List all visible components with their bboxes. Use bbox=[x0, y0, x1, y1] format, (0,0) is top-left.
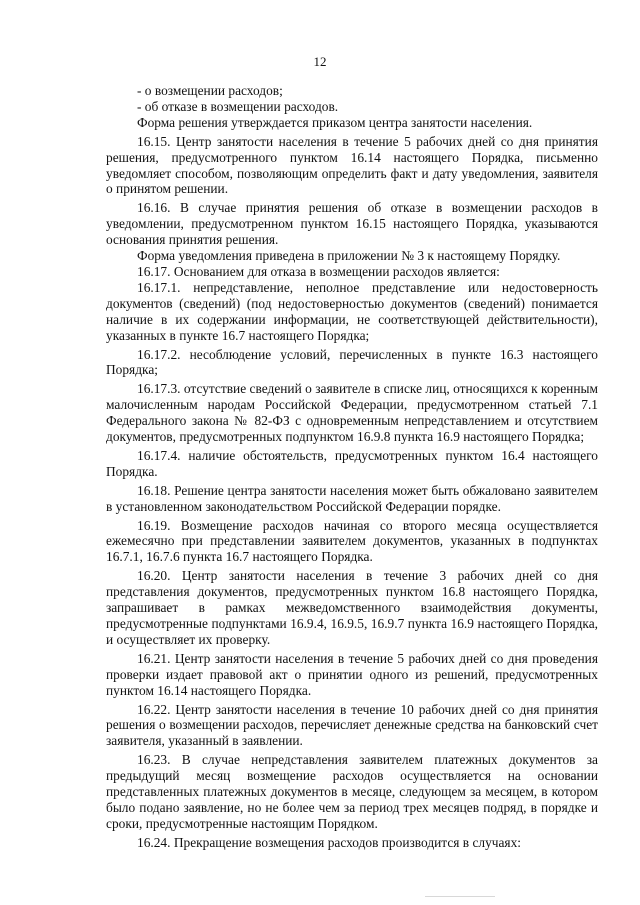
clause-16-15: 16.15. Центр занятости населения в течение 5 рабочих дней со дня принятия решения, предусмотренного пунктом 16.14 настоящего Порядка, письменно уведомляет способом, позволяющим определить факт и дату уведомления, заявителя о принятом решении. bbox=[106, 133, 598, 197]
clause-16-17-4: 16.17.4. наличие обстоятельств, предусмотренных пунктом 16.4 настоящего Порядка. bbox=[106, 447, 598, 479]
clause-16-23: 16.23. В случае непредставления заявителем платежных документов за предыдущий месяц возмещение расходов осуществляется на основании представленных платежных документов в месяце, следующем за месяцем, в котором было подано заявление, но не более чем за период трех месяцев подряд, в порядке и сроки, предусмотренные настоящим Порядком. bbox=[106, 752, 598, 831]
clause-16-16: 16.16. В случае принятия решения об отказе в возмещении расходов в уведомлении, предусмотренном пунктом 16.15 настоящего Порядка, указываются основания принятия решения. bbox=[106, 200, 598, 248]
list-item-reimbursement: - о возмещении расходов; bbox=[137, 83, 283, 98]
document-body bbox=[106, 83, 598, 851]
clause-16-20: 16.20. Центр занятости населения в течение 3 рабочих дней со дня представления документов, предусмотренных пунктом 16.8 настоящего Порядка, запрашивает в рамках межведомственного взаимодействия документы, предусмотренные подпунктами 16.9.4, 16.9.5, 16.9.7 пункта 16.9 настоящего Порядка, и осуществляет их проверку. bbox=[106, 568, 598, 647]
clause-16-17-1: 16.17.1. непредставление, неполное представление или недостоверность документов (сведений) (под недостоверностью документов (сведений) понимается наличие в их содержании информации, не соответствующей действительности), указанных в пункте 16.7 настоящего Порядка; bbox=[106, 279, 598, 343]
list-item-refusal: - об отказе в возмещении расходов. bbox=[137, 98, 339, 114]
paragraph-notice-form: Форма уведомления приведена в приложении № 3 к настоящему Порядку. bbox=[137, 248, 561, 264]
clause-16-17-2: 16.17.2. несоблюдение условий, перечисленных в пункте 16.3 настоящего Порядка; bbox=[106, 346, 598, 378]
scan-artifact-line bbox=[425, 896, 495, 897]
clause-16-22: 16.22. Центр занятости населения в течение 10 рабочих дней со дня принятия решения о возмещении расходов, перечисляет денежные средства на банковский счет заявителя, указанный в заявлении. bbox=[106, 701, 598, 749]
clause-16-17-3: 16.17.3. отсутствие сведений о заявителе в списке лиц, относящихся к коренным малочисленным народам Российской Федерации, предусмотренном статьей 7.1 Федерального закона № 82-ФЗ с одновременным непредставлением и отсутствием документов, предусмотренных подпунктом 16.9.8 пункта 16.9 настоящего Порядка; bbox=[106, 381, 598, 445]
clause-16-19: 16.19. Возмещение расходов начиная со второго месяца осуществляется ежемесячно при представлении заявителем документов, указанных в подпунктах 16.7.1, 16.7.6 пункта 16.7 настоящего Порядка. bbox=[106, 517, 598, 565]
page-number: 12 bbox=[313, 54, 327, 69]
paragraph-decision-form: Форма решения утверждается приказом центра занятости населения. bbox=[137, 114, 533, 130]
clause-16-21: 16.21. Центр занятости населения в течение 5 рабочих дней со дня проведения проверки издает правовой акт о принятии одного из решений, предусмотренных пунктом 16.14 настоящего Порядка. bbox=[106, 650, 598, 698]
clause-16-24: 16.24. Прекращение возмещения расходов производится в случаях: bbox=[137, 834, 522, 850]
clause-16-18: 16.18. Решение центра занятости населения может быть обжаловано заявителем в установленном законодательством Российской Федерации порядке. bbox=[106, 482, 598, 514]
clause-16-17: 16.17. Основанием для отказа в возмещении расходов является: bbox=[137, 263, 500, 279]
